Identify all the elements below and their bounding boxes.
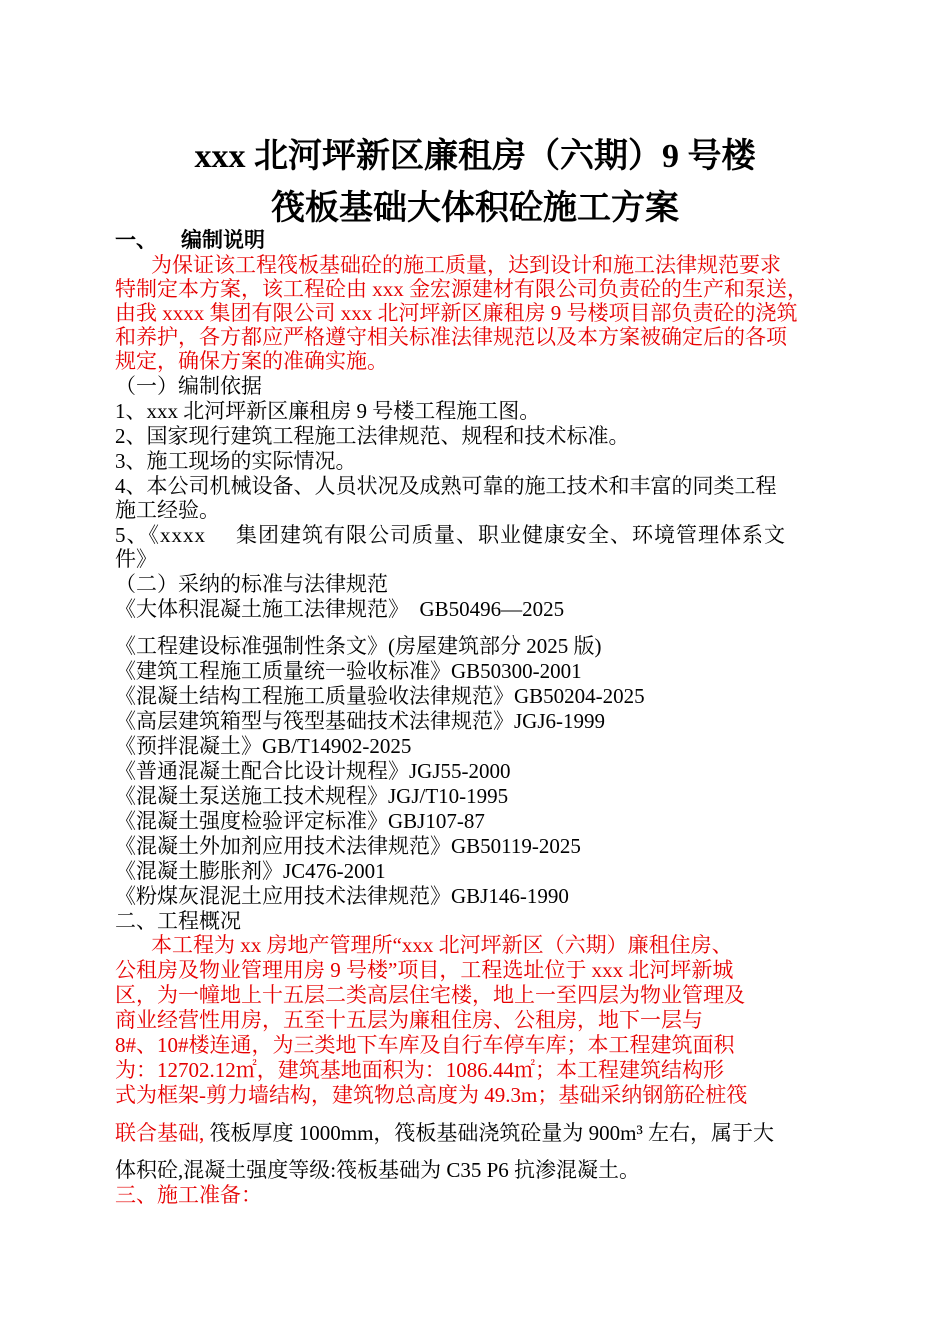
basis-item-5: [115, 523, 845, 547]
overview-line-2: 公租房及物业管理用房 9 号楼”项目，工程选址位于 xxx 北河坪新城: [115, 958, 734, 982]
basis-item-4: 4、本公司机械设备、人员状况及成熟可靠的施工技术和丰富的同类工程: [115, 474, 777, 498]
section-1-number: 一、: [115, 228, 157, 252]
standard-item: 《混凝土结构工程施工质量验收法律规范》GB50204-2025: [115, 684, 645, 708]
overview-line-7: 式为框架-剪力墙结构，建筑物总高度为 49.3m；基础采纳钢筋砼桩筏: [115, 1083, 748, 1107]
overview-line-1: 本工程为 xx 房地产管理所“xxx 北河坪新区（六期）廉租住房、: [151, 933, 733, 957]
intro-line-2: 特制定本方案，该工程砼由 xxx 金宏源建材有限公司负责砼的生产和泵送，: [115, 277, 808, 301]
section-3-heading: 三、施工准备：: [115, 1183, 262, 1207]
overview-line-6: 为：12702.12㎡，建筑基地面积为：1086.44㎡；本工程建筑结构形: [115, 1058, 724, 1082]
standard-item: 《混凝土强度检验评定标准》GBJ107-87: [115, 809, 485, 833]
standard-item: 《工程建设标准强制性条文》(房屋建筑部分 2025 版): [115, 634, 602, 658]
document-title-line-1: xxx 北河坪新区廉租房（六期）9 号楼: [194, 138, 756, 175]
basis-item-5-prefix: 5、《xxxx: [115, 523, 206, 547]
basis-item-3: 3、施工现场的实际情况。: [115, 449, 357, 473]
standard-item: 《混凝土外加剂应用技术法律规范》GB50119-2025: [115, 834, 581, 858]
basis-item-5-text: 集团建筑有限公司质量、职业健康安全、环境管理体系文: [236, 523, 786, 547]
intro-line-4: 和养护，各方都应严格遵守相关标准法律规范以及本方案被确定后的各项: [115, 325, 787, 349]
standard-item: 《建筑工程施工质量统一验收标准》GB50300-2001: [115, 659, 582, 683]
standard-item: 《粉煤灰混泥土应用技术法律规范》GBJ146-1990: [115, 884, 569, 908]
basis-heading: （一）编制依据: [115, 374, 262, 398]
overview-line-4: 商业经营性用房，五至十五层为廉租住房、公租房，地下一层与: [115, 1008, 703, 1032]
standard-item: 《高层建筑箱型与筏型基础技术法律规范》JGJ6-1999: [115, 709, 606, 733]
basis-item-2: 2、国家现行建筑工程施工法律规范、规程和技术标准。: [115, 424, 630, 448]
standard-item: 《混凝土泵送施工技术规程》JGJ/T10-1995: [115, 784, 509, 808]
intro-line-1: 为保证该工程筏板基础砼的施工质量，达到设计和施工法律规范要求: [151, 253, 781, 277]
standard-item: 《普通混凝土配合比设计规程》JGJ55-2000: [115, 759, 511, 783]
basis-item-5-cont: 件》: [115, 547, 157, 571]
section-2-heading: 二、工程概况: [115, 909, 241, 933]
section-1-title: 编制说明: [181, 228, 265, 252]
overview-line-9: 体积砼,混凝土强度等级:筏板基础为 C35 P6 抗渗混凝土。: [115, 1158, 641, 1182]
section-1-heading: [115, 228, 845, 252]
basis-item-4-cont: 施工经验。: [115, 498, 220, 522]
intro-line-3: 由我 xxxx 集团有限公司 xxx 北河坪新区廉租房 9 号楼项目部负责砼的浇筑: [115, 301, 798, 325]
intro-line-5: 规定，确保方案的准确实施。: [115, 349, 388, 373]
overview-line-3: 区，为一幢地上十五层二类高层住宅楼，地上一至四层为物业管理及: [115, 983, 745, 1007]
overview-line-5: 8#、10#楼连通，为三类地下车库及自行车停车库；本工程建筑面积: [115, 1033, 735, 1057]
document-title-line-2: 筏板基础大体积砼施工方案: [271, 190, 679, 227]
standard-item: 《预拌混凝土》GB/T14902-2025: [115, 734, 412, 758]
overview-line-8: [115, 1121, 845, 1145]
standard-item: 《混凝土膨胀剂》JC476-2001: [115, 859, 386, 883]
standards-heading: （二）采纳的标准与法律规范: [115, 572, 388, 596]
overview-line-8-red: 联合基础,: [115, 1121, 205, 1145]
standard-item: 《大体积混凝土施工法律规范》 GB50496—2025: [115, 597, 565, 621]
overview-line-8-black: 筏板厚度 1000mm，筏板基础浇筑砼量为 900m³ 左右，属于大: [204, 1121, 775, 1145]
basis-item-1: 1、xxx 北河坪新区廉租房 9 号楼工程施工图。: [115, 399, 541, 423]
